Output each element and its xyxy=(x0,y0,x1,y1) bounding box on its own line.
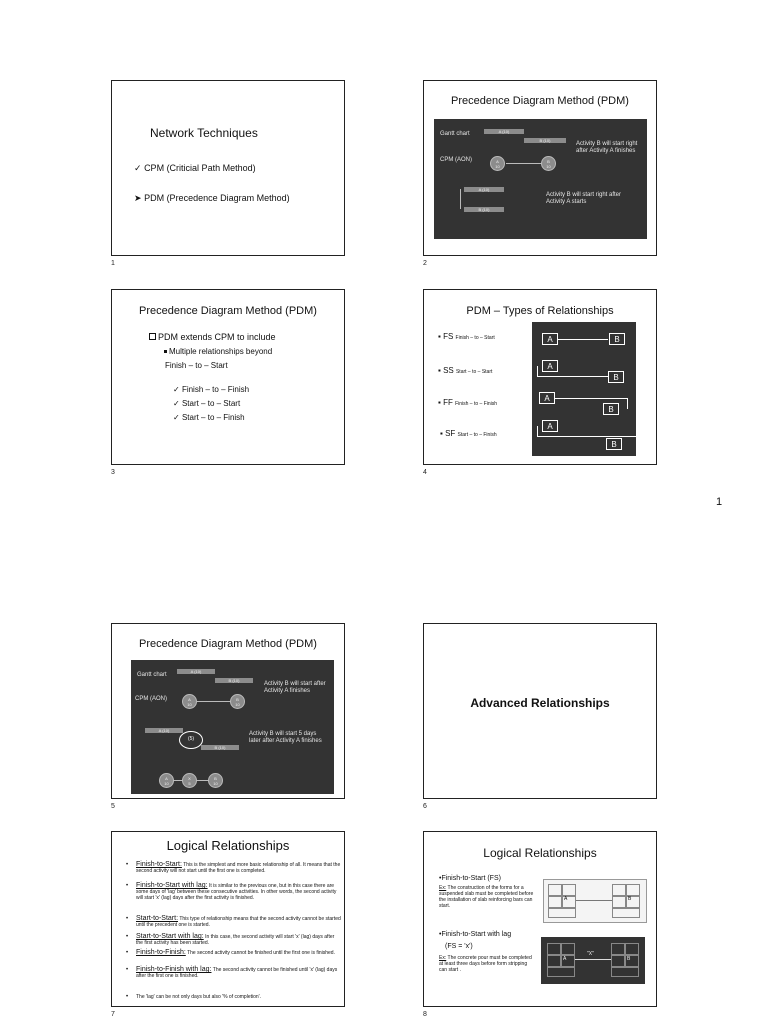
gantt-label: Gantt chart xyxy=(440,131,470,137)
grid-cell xyxy=(548,884,562,896)
bullet-icon: ▪ xyxy=(438,398,444,407)
fs-example: Ex: The construction of the forms for a suspended slab must be completed before the installation of slab reinforcing bars can start. xyxy=(439,885,534,909)
node-b: B 10 xyxy=(230,694,245,709)
gantt-bar-b: B (10) xyxy=(524,138,566,143)
gantt-bar-a: A (10) xyxy=(484,129,524,134)
check-icon: ✓ xyxy=(134,163,142,173)
grid-cell xyxy=(612,884,626,896)
slide-title: Precedence Diagram Method (PDM) xyxy=(451,95,629,107)
box-a: A xyxy=(539,392,555,404)
check-item: ✓ Start – to – Finish xyxy=(173,413,245,422)
check-icon: ✓ xyxy=(173,413,182,422)
relationship-diagram xyxy=(532,322,636,456)
slide-8 xyxy=(423,831,657,1007)
check-icon: ✓ xyxy=(173,399,182,408)
box-b: B xyxy=(609,333,625,345)
sf-line xyxy=(537,426,637,437)
bullet-icon: ▪ xyxy=(438,332,444,341)
relationship-label: ▪ SF Start – to – Finish xyxy=(440,429,497,438)
fs-arrow xyxy=(576,900,612,901)
slide-2 xyxy=(423,80,657,256)
slide-title: PDM – Types of Relationships xyxy=(466,305,614,317)
slide-title: Network Techniques xyxy=(150,126,258,140)
chain-node-x: X 5 xyxy=(182,773,197,788)
arrow-icon: ➤ xyxy=(134,193,142,203)
cpm-label: CPM (AON) xyxy=(440,157,472,163)
fs-diagram xyxy=(543,879,647,923)
relationship-label: ▪ FF Finish – to – Finish xyxy=(438,398,498,407)
ss-line xyxy=(537,366,608,377)
slide-1 xyxy=(111,80,345,256)
slide-5 xyxy=(111,623,345,799)
gantt-bar-a: A (10) xyxy=(177,669,215,674)
slide-number: 7 xyxy=(111,1011,115,1018)
node-a: A 10 xyxy=(182,694,197,709)
slide-title: Logical Relationships xyxy=(483,846,597,860)
slide-title: Precedence Diagram Method (PDM) xyxy=(139,638,317,650)
fsl-example: Ex: The concrete pour must be completed at least three days before form stripping can start . xyxy=(439,955,532,973)
gantt-label: Gantt chart xyxy=(137,672,167,678)
connector-line xyxy=(506,163,546,164)
fsl-heading: •Finish-to-Start with lag xyxy=(439,931,512,938)
page-number: 1 xyxy=(716,496,723,508)
fsl-sub: (FS = 'x') xyxy=(445,943,473,950)
slide-title: Advanced Relationships xyxy=(470,696,610,710)
gantt-bar-b-lag: B (10) xyxy=(201,745,239,750)
box-b-label: B xyxy=(627,956,631,962)
grid-cell xyxy=(611,943,625,955)
box-a: A xyxy=(542,360,558,372)
grid-cell xyxy=(611,955,625,967)
grid-cell xyxy=(561,943,575,955)
check-item: ✓ Start – to – Start xyxy=(173,399,241,408)
slide-number: 4 xyxy=(423,469,427,476)
chain-node-b: B 10 xyxy=(208,773,223,788)
note-text: Activity B will start right after Activity A finishes xyxy=(576,141,638,154)
box-a: A xyxy=(542,333,558,345)
gantt-bar-b: B (10) xyxy=(215,678,253,683)
relationship-label: ▪ SS Start – to – Start xyxy=(438,366,493,375)
box-b: B xyxy=(608,371,624,383)
chain-node-a: A 10 xyxy=(159,773,174,788)
list-item-text: CPM (Criticial Path Method) xyxy=(144,163,256,173)
lag-circle: (5) xyxy=(179,731,203,749)
grid-cell xyxy=(548,896,562,908)
node-a: A 10 xyxy=(490,156,505,171)
box-b-label: B xyxy=(628,896,632,902)
note-text: Activity B will start 5 days later after Activity A finishes xyxy=(249,731,322,744)
slide-6 xyxy=(423,623,657,799)
diagram-panel xyxy=(131,660,334,794)
slide-number: 2 xyxy=(423,260,427,267)
list-item xyxy=(134,193,290,204)
slide-7: Logical Relationships • Finish-to-Start: This is the simplest and more basic relationship of all. It means that the second activity will not start until the first one is completed. • Finish-to-Start with lag: It is similar to the previous one, but in this case there are some days of 'lag' between these consecutive activities. In other words, the second activity will start 'x' (lag) days after the first activity is finished. • Start-to-Start: This type of relationship means that the second activity cannot be started until the precedent one is started. • Start-to-Start with lag: In this case, the second activity will start 'x' (lag) days after the first activity has been started. • Finish-to-Finish: The second activity cannot be finished until the first one is finished. • Finish-to-Finish with lag: The second activity cannot be finished until 'x' (lag) days after the first one is finished. • The 'lag' can be not only days but also '% of completion'. xyxy=(111,831,345,1007)
square-bullet-icon xyxy=(149,333,156,340)
slide-number: 8 xyxy=(423,1011,427,1018)
slide-title: Precedence Diagram Method (PDM) xyxy=(139,305,317,317)
grid-cell xyxy=(611,967,639,977)
list-item-text: PDM (Precedence Diagram Method) xyxy=(144,193,290,203)
list-item xyxy=(134,163,256,174)
diagram-panel xyxy=(434,119,647,239)
bullet-icon: ▪ xyxy=(438,366,444,375)
cpm-label: CPM (AON) xyxy=(135,696,167,702)
bullet-icon xyxy=(164,350,167,353)
sub-bullet-cont: Finish – to – Start xyxy=(165,361,228,370)
fsl-diagram xyxy=(541,937,645,984)
box-a-label: A xyxy=(564,896,568,902)
slide-number: 3 xyxy=(111,469,115,476)
bullet-icon: ▪ xyxy=(440,429,446,438)
grid-cell xyxy=(547,955,561,967)
slide-4 xyxy=(423,289,657,465)
fsl-arrow xyxy=(575,959,611,960)
note-text: Activity B will start right after Activity A starts xyxy=(546,192,622,205)
grid-cell xyxy=(612,896,626,908)
grid-cell xyxy=(547,943,561,955)
grid-cell xyxy=(547,967,575,977)
grid-cell xyxy=(612,908,640,918)
relationship-label: ▪ FS Finish – to – Start xyxy=(438,332,495,341)
grid-cell xyxy=(625,943,639,955)
gantt-bar-a-ss: A (10) xyxy=(464,187,504,192)
slide-number: 6 xyxy=(423,803,427,810)
box-a-label: A xyxy=(563,956,567,962)
gantt-bar-a-lag: A (10) xyxy=(145,728,183,733)
check-item: ✓ Finish – to – Finish xyxy=(173,385,250,394)
fs-heading: •Finish-to-Start (FS) xyxy=(439,875,501,882)
box-a: A xyxy=(542,420,558,432)
note-text: Activity B will start after Activity A finishes xyxy=(264,681,326,694)
node-b: B 10 xyxy=(541,156,556,171)
slide-3 xyxy=(111,289,345,465)
fs-line xyxy=(558,339,608,340)
grid-cell xyxy=(562,884,576,896)
lag-label: "X" xyxy=(587,951,594,957)
ss-connector xyxy=(460,189,461,209)
check-icon: ✓ xyxy=(173,385,182,394)
sub-bullet: Multiple relationships beyond xyxy=(164,347,272,356)
grid-cell xyxy=(548,908,576,918)
box-b: B xyxy=(603,403,619,415)
slide-number: 5 xyxy=(111,803,115,810)
box-b: B xyxy=(606,438,622,450)
grid-cell xyxy=(626,884,640,896)
gantt-bar-b-ss: B (10) xyxy=(464,207,504,212)
slide-title: Logical Relationships xyxy=(166,838,290,853)
slide-number: 1 xyxy=(111,260,115,267)
bullet-main: PDM extends CPM to include xyxy=(149,332,276,342)
